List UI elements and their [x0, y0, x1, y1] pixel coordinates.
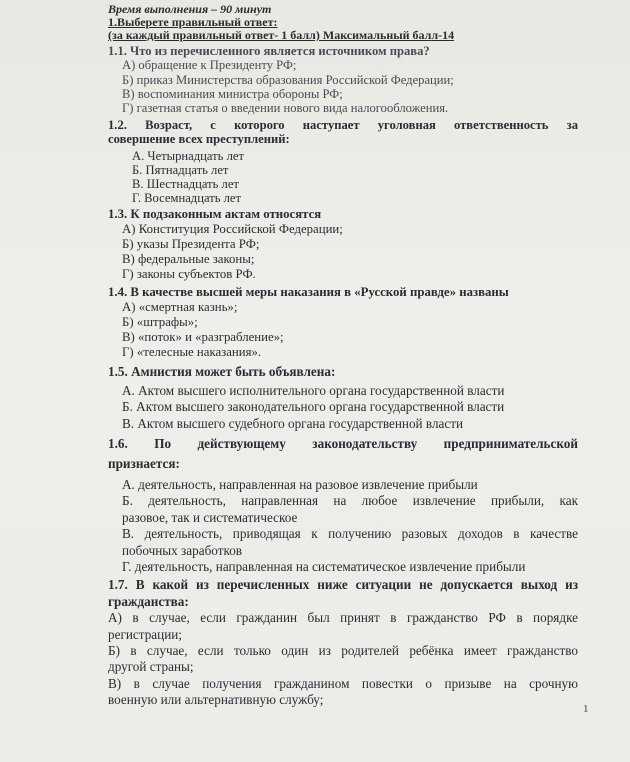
scoring-note: (за каждый правильный ответ- 1 балл) Максимальный балл-14 — [108, 28, 455, 43]
question-text-line2: признается: — [108, 456, 180, 472]
option-continued: военную или альтернативную службу; — [108, 692, 324, 708]
option: Б) приказ Министерства образования Российской Федерации; — [122, 72, 454, 87]
option: В) воспоминания министра обороны РФ; — [122, 86, 343, 101]
test-page — [108, 2, 578, 709]
option-continued: регистрации; — [108, 626, 182, 642]
option: Г) газетная статья о введении нового вида налогообложения. — [122, 101, 449, 116]
question-number: 1.1. — [108, 44, 127, 59]
option: Б. Актом высшего законодательного органа государственной власти — [122, 399, 505, 415]
question-1-2 — [108, 118, 578, 146]
question-1-6 — [108, 436, 578, 473]
option: В. деятельность, приводящая к получению разовых доходов в качестве — [122, 526, 578, 542]
option: Б) указы Президента РФ; — [122, 237, 260, 252]
option-continued: другой страны; — [108, 659, 194, 675]
option-continued: разовое, так и систематическое — [122, 509, 298, 525]
question-1-1 — [108, 44, 578, 58]
option: В) в случае получения гражданином повестки о призыве на срочную — [108, 675, 578, 691]
question-text: Амнистия может быть объявлена: — [131, 364, 336, 380]
option: Г. Восемнадцать лет — [132, 191, 241, 206]
option: Б. деятельность, направленная на любое извлечение прибыли, как — [122, 493, 578, 509]
question-number: 1.3. — [108, 207, 128, 222]
question-text-line2: гражданства: — [108, 593, 189, 609]
option: Б) «штрафы»; — [122, 315, 198, 330]
option: А. деятельность, направленная на разовое извлечение прибыли — [122, 476, 478, 492]
question-text-line1: По действующему законодательству предпринимательской — [154, 436, 579, 452]
time-limit: Время выполнения – 90 минут — [108, 2, 272, 16]
option: В. Шестнадцать лет — [132, 177, 239, 192]
question-number: 1.4. — [108, 285, 128, 300]
question-text-line1: В какой из перечисленных ниже ситуации не допускается выход из — [135, 577, 579, 593]
question-text: Что из перечисленного является источником права? — [130, 44, 430, 59]
question-number: 1.2. — [108, 118, 127, 133]
option: Б. Пятнадцать лет — [132, 162, 229, 177]
option: Г. деятельность, направленная на систематическое извлечение прибыли — [122, 558, 526, 574]
option: А) в случае, если гражданин был принят в гражданство РФ в порядке — [108, 610, 578, 626]
option: А) «смертная казнь»; — [122, 300, 238, 315]
question-number: 1.5. — [108, 364, 128, 380]
question-1-5 — [108, 364, 578, 380]
option: Г) законы субъектов РФ. — [122, 267, 256, 282]
option: А. Четырнадцать лет — [132, 148, 244, 163]
option: В. Актом высшего судебного органа государственной власти — [122, 415, 464, 431]
option: В) «поток» и «разграбление»; — [122, 330, 284, 345]
question-1-4 — [108, 285, 578, 300]
option: Г) «телесные наказания». — [122, 345, 262, 360]
question-text-line1: Возраст, с которого наступает уголовная ответственность за — [145, 118, 578, 133]
option: В) федеральные законы; — [122, 252, 255, 267]
question-number: 1.7. — [108, 577, 128, 593]
option: А) Конституция Российской Федерации; — [122, 222, 343, 237]
option: А) обращение к Президенту РФ; — [122, 58, 297, 73]
page-number: 1 — [583, 703, 589, 715]
question-1-7 — [108, 577, 578, 610]
option-continued: побочных заработков — [122, 542, 243, 558]
question-text: К подзаконным актам относятся — [130, 207, 322, 222]
question-1-3 — [108, 207, 578, 222]
question-number: 1.6. — [108, 436, 128, 452]
option: А. Актом высшего исполнительного органа государственной власти — [122, 382, 505, 398]
option: Б) в случае, если только один из родителей ребёнка имеет гражданство — [108, 642, 578, 658]
question-text-line2: совершение всех преступлений: — [108, 132, 290, 147]
section-heading: 1.Выберете правильный ответ: — [108, 15, 278, 30]
question-text: В качестве высшей меры наказания в «Русской правде» названы — [130, 285, 509, 300]
